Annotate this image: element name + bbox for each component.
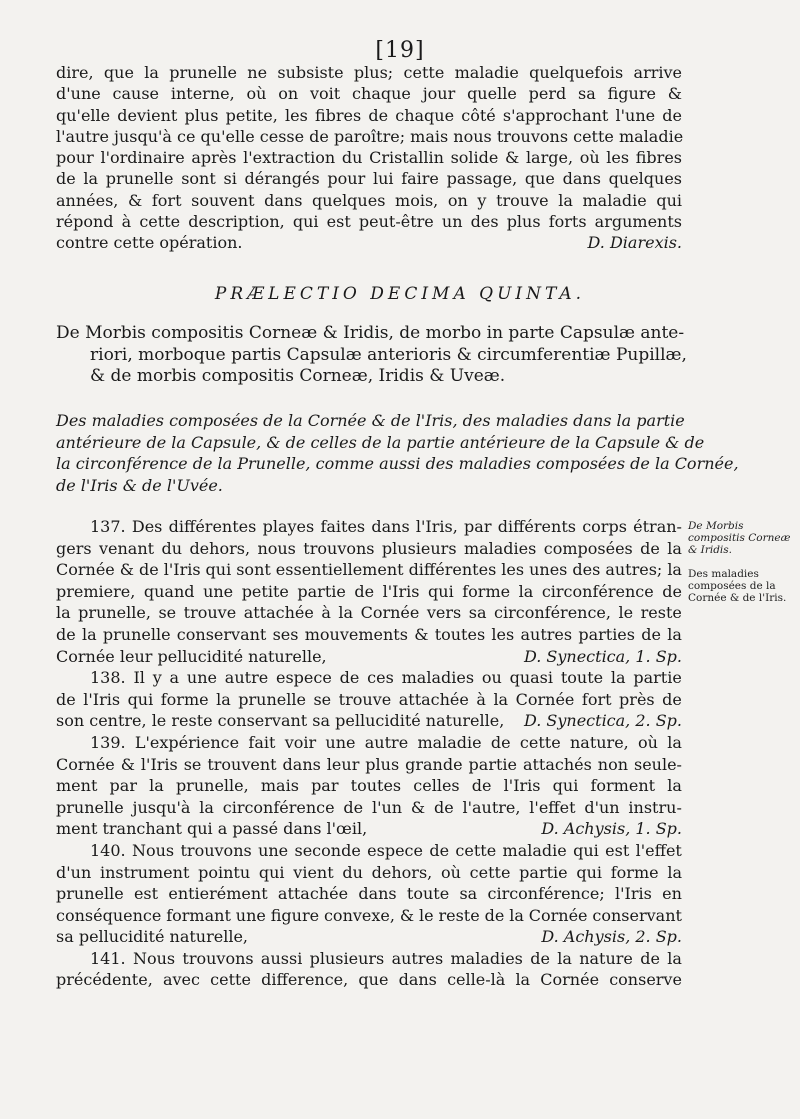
continuing-paragraph [56, 62, 682, 254]
text-line-last [56, 926, 682, 948]
word: la [667, 776, 682, 796]
word: maladies [463, 538, 537, 558]
word: la [149, 776, 164, 796]
word: jusqu'à [132, 797, 191, 817]
word: reste [438, 905, 480, 925]
word: y [152, 668, 162, 688]
word: trouvons [303, 538, 375, 558]
word: en [662, 884, 682, 904]
word: dans [282, 754, 321, 774]
word: ou [481, 668, 502, 688]
word: Nous [132, 948, 176, 968]
word: sa [468, 603, 487, 623]
word: des [572, 560, 601, 580]
text-fragment: contre cette opération. [56, 233, 243, 253]
word: plusieurs [309, 948, 385, 968]
word: autres; [605, 560, 663, 580]
word: différentes [408, 560, 497, 580]
word: & [120, 754, 135, 774]
word: circonférence [222, 797, 335, 817]
word: Cornée [540, 970, 600, 990]
word: maladies [450, 948, 523, 968]
word: l'effet [529, 797, 576, 817]
word: une [325, 732, 356, 752]
word: l'Iris [503, 776, 541, 796]
word: de [56, 624, 76, 644]
word: dehors, [371, 862, 433, 882]
text-line [56, 689, 682, 711]
word: d'un [584, 797, 620, 817]
word: celles [413, 776, 460, 796]
word: Nous [131, 840, 175, 860]
word: forment [590, 776, 656, 796]
word: seconde [294, 840, 361, 860]
word: la [493, 689, 509, 709]
word: est [605, 840, 630, 860]
word: reste [640, 603, 682, 623]
word: Il [133, 668, 145, 688]
word: fort [581, 689, 612, 709]
word: forme [462, 581, 511, 601]
word: faites [320, 517, 366, 536]
text-line [56, 732, 682, 754]
word: de [339, 668, 360, 688]
text-fragment: ment tranchant qui a passé dans l'œil, [56, 819, 368, 839]
word: du [342, 862, 363, 882]
word: conservant [592, 905, 682, 925]
paragraph-138 [56, 667, 682, 732]
word: l'autre, [462, 797, 521, 817]
word: par [311, 776, 339, 796]
word: 141. [90, 948, 126, 968]
word: entierément [168, 884, 268, 904]
word: ment [56, 776, 98, 796]
word: la [667, 560, 682, 580]
text-line [56, 797, 682, 819]
text-line [56, 948, 682, 970]
word: la [667, 538, 682, 558]
text-line-last [56, 818, 682, 840]
word: de [354, 581, 375, 601]
text-line-last [56, 710, 682, 732]
word: pointu [198, 862, 251, 882]
paragraph-137 [56, 516, 682, 667]
word: difference, [261, 970, 349, 990]
text-line [56, 775, 682, 797]
word: figure [270, 905, 320, 925]
word: de [471, 776, 492, 796]
word: ses [272, 624, 299, 644]
word: qui [552, 776, 579, 796]
word: la [509, 905, 524, 925]
word: prunelle [102, 624, 171, 644]
word: toutes [434, 624, 486, 644]
text-line [56, 559, 682, 581]
word: de [530, 948, 550, 968]
word: attachée [398, 689, 469, 709]
word: toute [560, 668, 604, 688]
word: une [186, 668, 217, 688]
word: différents [497, 517, 576, 536]
title-line: de l'Iris & de l'Uvée. [56, 475, 223, 495]
text-line [56, 667, 682, 689]
word: partie [519, 862, 568, 882]
word: le [618, 603, 634, 623]
word: l'Iris, [415, 517, 458, 536]
word: où [638, 732, 658, 752]
word: Cornée [515, 689, 575, 709]
word: plusieurs [381, 538, 457, 558]
title-line: De Morbis compositis Corneæ & Iridis, de morbo in parte Capsulæ ante- [56, 323, 685, 343]
word: l'Iris [615, 884, 652, 904]
word: de [662, 689, 682, 709]
word: la [56, 603, 71, 623]
word: convexe, [323, 905, 395, 925]
word: prunelle [238, 689, 306, 709]
word: 139. [90, 732, 126, 752]
text-line [56, 624, 682, 646]
word: à [476, 689, 486, 709]
word: quasi [509, 668, 554, 688]
text-line [56, 840, 682, 862]
word: celle-là [447, 970, 506, 990]
word: seule- [633, 754, 682, 774]
word: vers [426, 603, 462, 623]
word: de [429, 840, 450, 860]
word: autre [364, 732, 409, 752]
word: nous [257, 538, 296, 558]
word: l'Iris [163, 560, 201, 580]
word: l'Iris [140, 754, 178, 774]
word: formant [166, 905, 231, 925]
word: autres [391, 948, 444, 968]
word: parties [578, 624, 635, 644]
word: nature, [569, 732, 629, 752]
word: le [418, 905, 434, 925]
word: petite [241, 581, 289, 601]
word: 140. [90, 840, 126, 860]
margin-note-french: Des maladies composées de la Cornée & de l'Iris. [688, 568, 787, 604]
word: instru- [628, 797, 682, 817]
word: d'un [56, 862, 92, 882]
disease-reference: D. Achysis, 2. Sp. [541, 927, 682, 947]
word: attachés [522, 754, 592, 774]
text-line: dire, que la prunelle ne subsiste plus; cette maladie quelquefois arrive [56, 63, 682, 82]
word: se [158, 603, 177, 623]
french-title [56, 410, 739, 496]
title-line: riori, morboque partis Capsulæ anterioris & circumferentiæ Pupillæ, [90, 344, 687, 365]
word: où [440, 862, 461, 882]
numbered-paragraphs [56, 516, 682, 991]
word: une [258, 840, 289, 860]
word: l'Iris [382, 581, 420, 601]
word: maladie [417, 732, 482, 752]
word: du [161, 538, 183, 558]
word: dans [398, 970, 437, 990]
word: les [491, 624, 515, 644]
word: nature [579, 948, 633, 968]
word: prunelle, [78, 603, 151, 623]
word: trouvons [180, 840, 252, 860]
title-line: Des maladies composées de la Cornée & de l'Iris, des maladies dans la partie [56, 411, 685, 430]
text-line [56, 905, 682, 927]
text-line [56, 581, 682, 603]
word: fait [248, 732, 276, 752]
word: 137. [90, 517, 126, 536]
word: qui [258, 862, 285, 882]
title-line: la circonférence de la Prunelle, comme aussi des maladies composées de la Cornée, [56, 454, 739, 473]
text-line: pour l'ordinaire après l'extraction du Cristallin solide & large, où les fibres [56, 148, 682, 168]
word: conserve [609, 970, 682, 990]
word: se [313, 689, 332, 709]
word: qui [428, 581, 454, 601]
word: Cornée [56, 560, 115, 580]
word: unes [529, 560, 568, 580]
word: la [610, 668, 626, 688]
word: espece [367, 840, 423, 860]
word: prunelle, [175, 776, 249, 796]
text-fragment: sa pellucidité naturelle, [56, 927, 248, 947]
word: gers [56, 538, 92, 558]
word: avec [162, 970, 200, 990]
word: toutes [350, 776, 402, 796]
margin-note-latin: De Morbis compositis Corneæ & Iridis. [688, 520, 791, 556]
page-number: [19] [375, 38, 425, 63]
word: de [490, 732, 511, 752]
word: trouvons [182, 948, 254, 968]
word: de [433, 797, 454, 817]
text-line [56, 538, 682, 560]
word: maladie [502, 840, 567, 860]
word: qui [205, 560, 232, 580]
word: Cornée [56, 754, 115, 774]
word: mouvements [304, 624, 408, 644]
word: conséquence [56, 905, 162, 925]
word: de [641, 624, 661, 644]
text-line: l'autre jusqu'à ce qu'elle cesse de paroître; mais nous trouvons cette maladie [56, 126, 684, 146]
word: partie [468, 754, 517, 774]
text-line [56, 516, 682, 538]
text-line: de la prunelle sont si dérangés pour lui faire passage, que dans quelques [56, 169, 682, 189]
word: est [133, 884, 159, 904]
word: dehors, [189, 538, 251, 558]
text-line-last [56, 646, 682, 668]
text-line [56, 602, 682, 624]
word: partie [297, 581, 346, 601]
word: circonférence, [494, 603, 611, 623]
word: les [501, 560, 525, 580]
word: L'expérience [134, 732, 240, 752]
word: forme [160, 689, 209, 709]
word: autres [520, 624, 573, 644]
text-fragment: son centre, le reste conservant sa pellucidité naturelle, [56, 711, 505, 731]
word: la [667, 732, 682, 752]
word: cette [455, 840, 497, 860]
word: sont [236, 560, 271, 580]
word: voir [284, 732, 317, 752]
word: l'Iris [83, 689, 121, 709]
word: se [183, 754, 202, 774]
word: plus [365, 754, 400, 774]
section-heading: PRÆLECTIO DECIMA QUINTA. [214, 284, 586, 304]
word: essentiellement [275, 560, 404, 580]
word: playes [262, 517, 315, 536]
word: cette [210, 970, 251, 990]
word: 138. [90, 668, 126, 688]
word: dans [358, 884, 397, 904]
word: trouve [338, 689, 392, 709]
word: une [203, 581, 234, 601]
word: toute [406, 884, 450, 904]
word: non [597, 754, 629, 774]
word: mais [260, 776, 299, 796]
word: quand [143, 581, 195, 601]
word: la [667, 948, 682, 968]
word: & [119, 560, 135, 580]
word: ces [367, 668, 394, 688]
word: & [399, 905, 415, 925]
word: de [343, 797, 364, 817]
word: de [139, 560, 159, 580]
word: Des [131, 517, 163, 536]
text-line [56, 969, 682, 991]
word: aussi [260, 948, 303, 968]
word: trouvent [207, 754, 277, 774]
text-line [56, 754, 682, 776]
paragraph-140 [56, 840, 682, 948]
word: de [56, 689, 76, 709]
word: cette [469, 862, 511, 882]
word: instrument [99, 862, 190, 882]
word: grande [405, 754, 463, 774]
paragraph-139 [56, 732, 682, 840]
word: trouve [183, 603, 237, 623]
word: la [199, 797, 214, 817]
word: Cornée [360, 603, 420, 623]
word: étran- [633, 517, 682, 536]
word: à [321, 603, 331, 623]
word: que [358, 970, 389, 990]
word: une [235, 905, 266, 925]
latin-title [56, 323, 687, 388]
word: a [169, 668, 180, 688]
text-line-last [56, 232, 682, 253]
word: composées [543, 538, 633, 558]
word: premiere, [56, 581, 136, 601]
title-line: & de morbis compositis Corneæ, Iridis & Uveæ. [90, 366, 506, 386]
word: sa [459, 884, 478, 904]
text-line [56, 862, 682, 884]
word: circonférence [541, 581, 654, 601]
disease-reference: D. Synectica, 1. Sp. [523, 646, 682, 666]
disease-reference: D. Diarexis. [587, 233, 682, 253]
word: précédente, [56, 970, 153, 990]
title-line: antérieure de la Capsule, & de celles de la partie antérieure de la Capsule & de [56, 432, 705, 452]
word: la [667, 624, 682, 644]
word: & [410, 797, 426, 817]
word: la [557, 948, 572, 968]
text-line: répond à cette description, qui est peut-être un des plus forts arguments [56, 212, 682, 232]
word: espece [276, 668, 332, 688]
word: l'un [371, 797, 403, 817]
disease-reference: D. Achysis, 1. Sp. [541, 819, 682, 839]
text-fragment: Cornée leur pellucidité naturelle, [56, 646, 327, 666]
word: & [414, 624, 429, 644]
word: la [216, 689, 231, 709]
disease-reference: D. Synectica, 2. Sp. [523, 711, 682, 731]
word: cette [519, 732, 561, 752]
word: conservant [176, 624, 267, 644]
word: différentes [168, 517, 257, 536]
word: Cornée [528, 905, 588, 925]
word: attachée [277, 884, 349, 904]
text-line: qu'elle devient plus petite, les fibres de chaque côté s'approchant l'une de [56, 105, 682, 125]
word: autre [224, 668, 269, 688]
word: leur [326, 754, 360, 774]
word: dans [371, 517, 410, 536]
paragraph-141 [56, 948, 682, 991]
word: prunelle [56, 884, 124, 904]
word: la [515, 970, 531, 990]
text-line: d'une cause interne, où on voit chaque jour quelle perd sa figure & [56, 84, 682, 104]
word: partie [633, 668, 682, 688]
word: de [640, 538, 660, 558]
word: forme [610, 862, 659, 882]
word: l'effet [635, 840, 682, 860]
word: qui [573, 840, 599, 860]
text-line [56, 883, 682, 905]
text-line: années, & fort souvent dans quelques mois, on y trouve la maladie qui [56, 190, 682, 210]
word: la [518, 581, 534, 601]
word: qui [127, 689, 154, 709]
word: la [338, 603, 354, 623]
word: prunelle [56, 797, 124, 817]
word: attachée [243, 603, 314, 623]
word: la [667, 862, 682, 882]
word: corps [582, 517, 627, 536]
word: par [464, 517, 492, 536]
word: de [662, 581, 682, 601]
word: la [81, 624, 97, 644]
word: maladies [401, 668, 475, 688]
word: par [109, 776, 137, 796]
word: venant [98, 538, 155, 558]
word: de [640, 948, 660, 968]
word: de [484, 905, 505, 925]
word: près [619, 689, 655, 709]
word: qui [576, 862, 603, 882]
word: circonférence; [487, 884, 605, 904]
word: vient [293, 862, 334, 882]
